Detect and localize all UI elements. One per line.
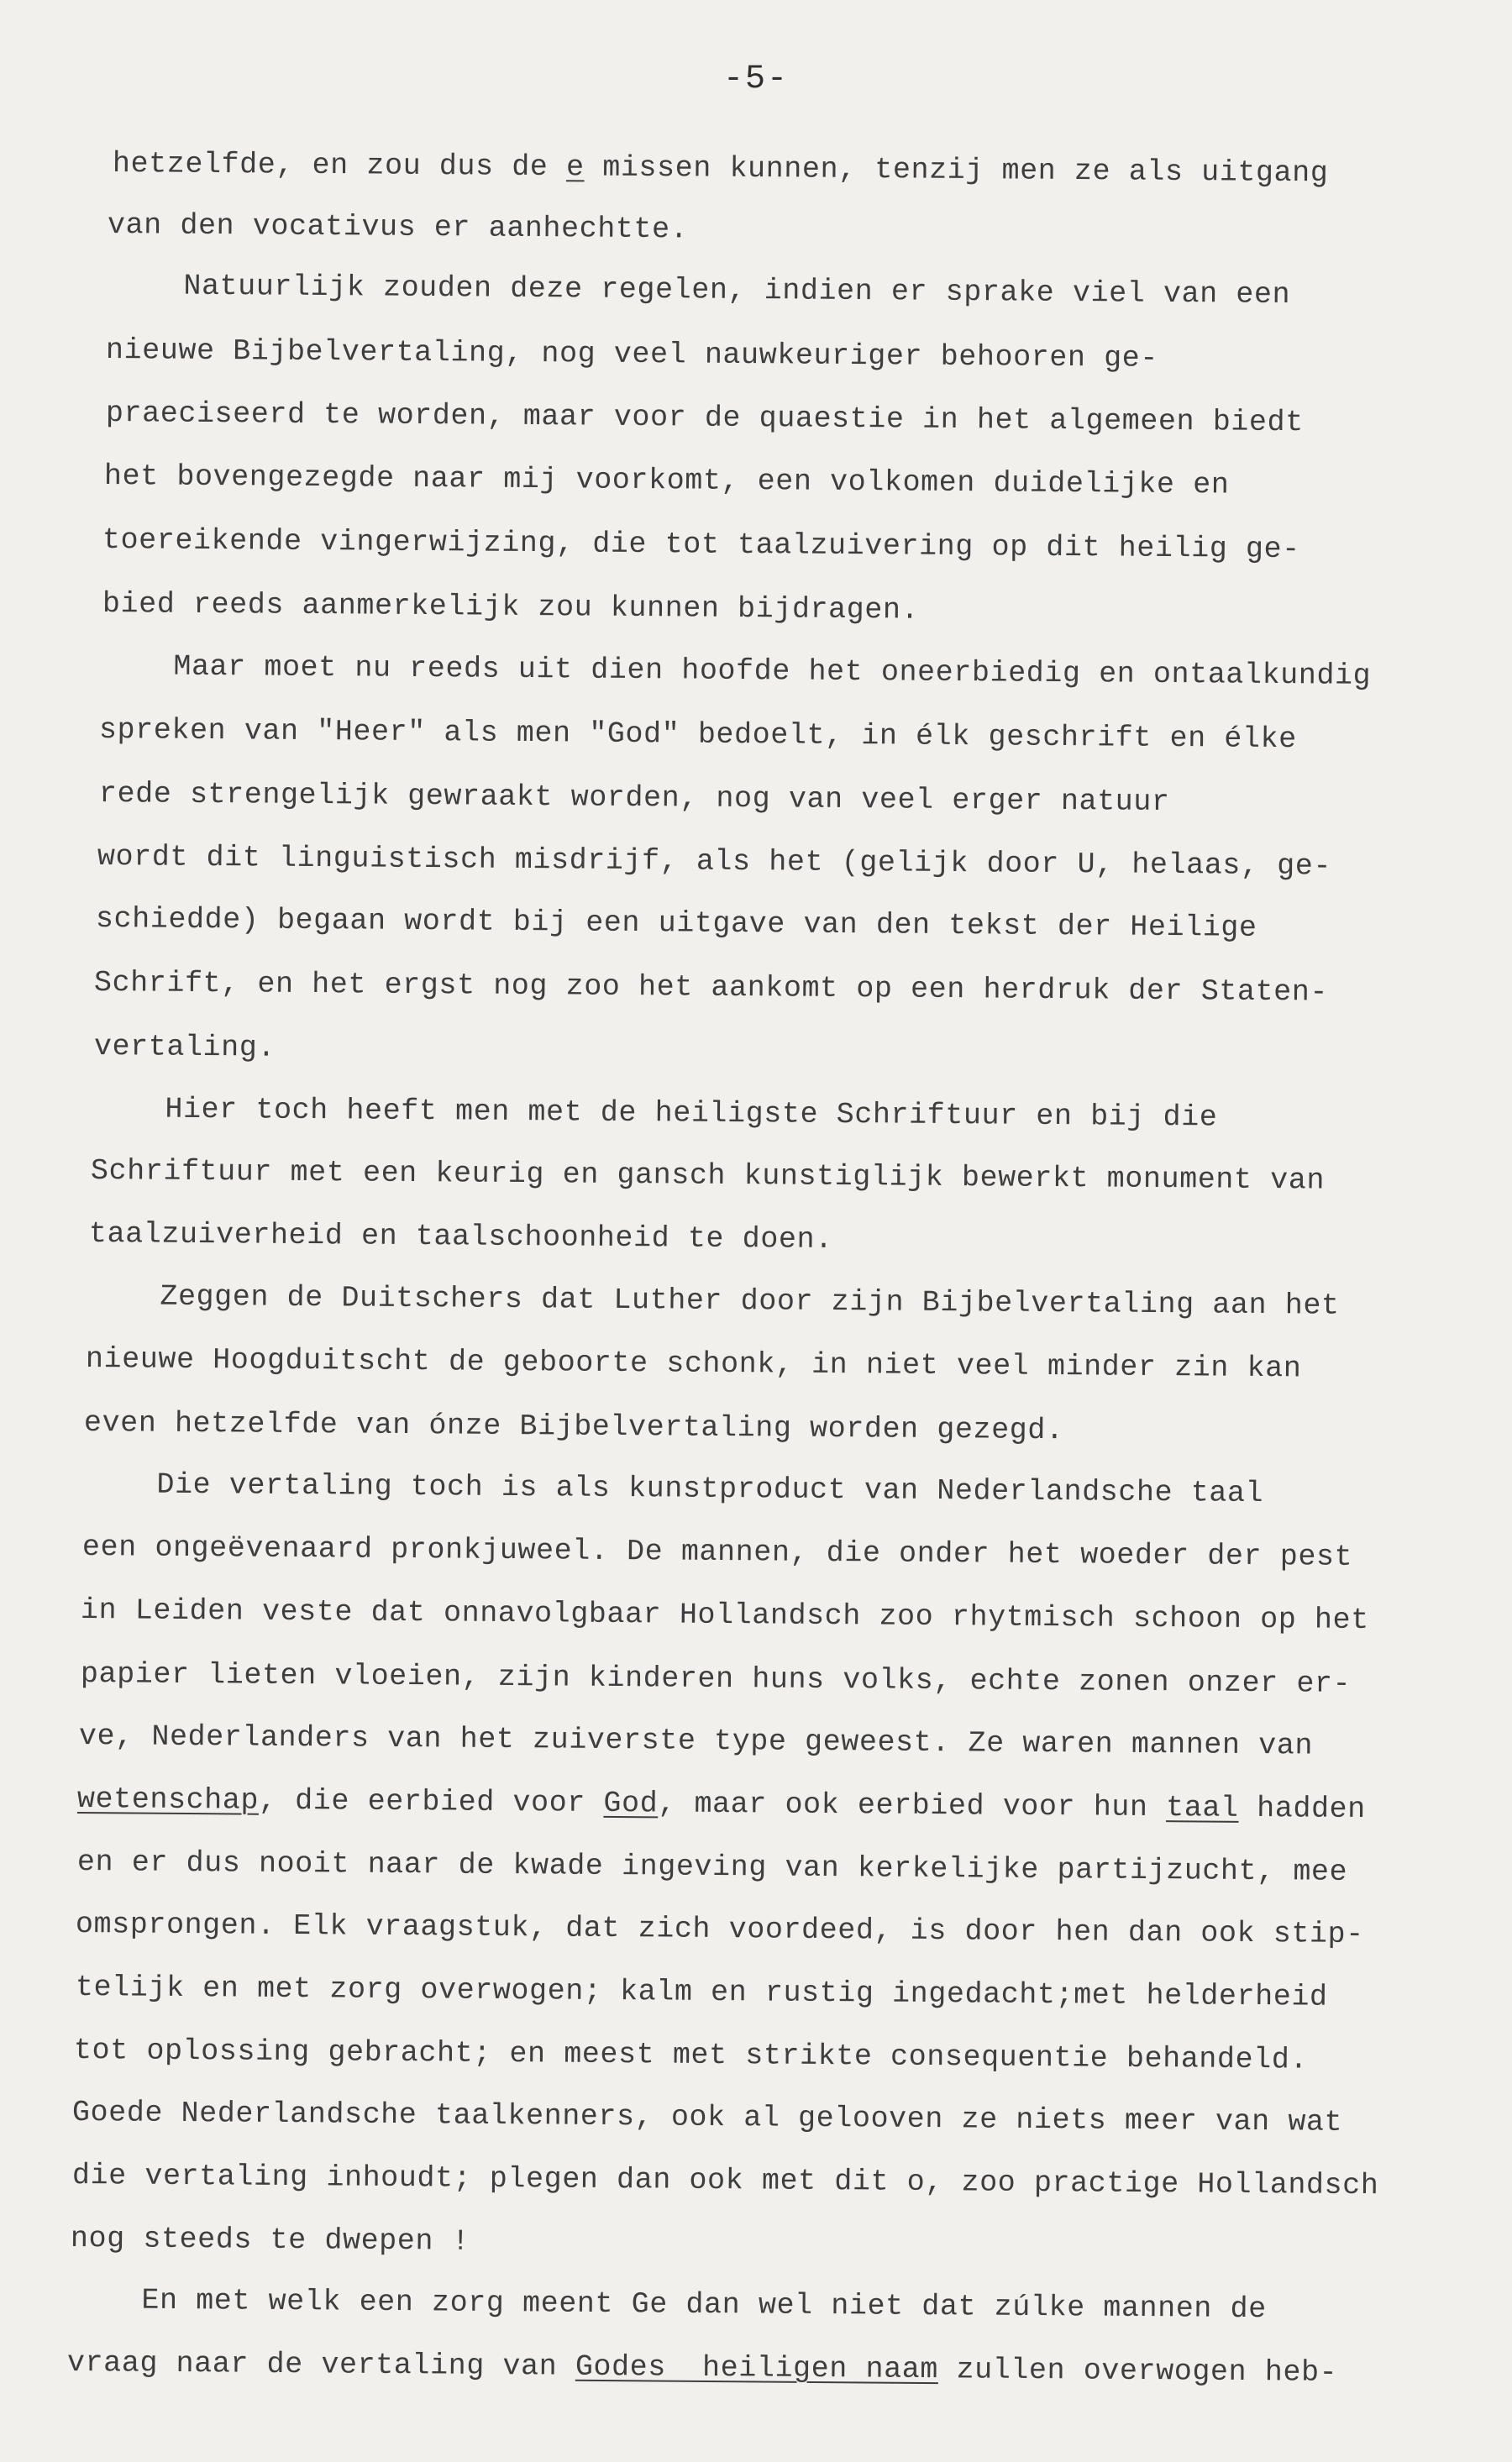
text-segment: zullen overwogen heb- [937, 2353, 1338, 2390]
text-segment: schiedde) begaan wordt bij een uitgave van den tekst der Heilige [95, 902, 1257, 946]
underlined-word: God [603, 1786, 659, 1821]
text-line [97, 826, 1493, 900]
text-segment: wordt dit linguistisch misdrijf, als het (gelijk door U, helaas, ge- [97, 839, 1332, 884]
text-segment: omsprongen. Elk vraagstuk, dat zich voordeed, is door hen dan ook stip- [75, 1908, 1364, 1952]
text-line [67, 2332, 1462, 2406]
text-line [106, 319, 1501, 393]
text-segment: En met welk een zorg meent Ge dan wel niet dat zúlke mannen de [68, 2283, 1267, 2327]
text-line [99, 763, 1494, 837]
text-line [72, 2144, 1467, 2218]
text-line [86, 1328, 1481, 1402]
text-line [101, 635, 1496, 709]
underlined-word: Godes heiligen naam [575, 2349, 939, 2387]
text-segment: in Leiden veste dat onnavolgbaar Hollandsch zoo rhytmisch schoon op het [80, 1593, 1369, 1637]
text-segment: Die vertaling toch is als kunstproduct van Nederlandsche taal [83, 1467, 1264, 1511]
text-line [87, 1265, 1483, 1339]
text-segment: nieuwe Hoogduitscht de geboorte schonk, in niet veel minder zin kan [85, 1342, 1302, 1386]
text-segment: en er dus nooit naar de kwade ingeving van kerkelijke partijzucht, mee [76, 1845, 1348, 1889]
text-segment: tot oplossing gebracht; en meest met strikte consequentie behandeld. [73, 2033, 1309, 2077]
text-segment: een ongeëvenaard pronkjuweel. De mannen, die onder het woeder der pest [81, 1530, 1353, 1575]
text-line [94, 1016, 1489, 1089]
text-segment: Hier toch heeft men met de heiligste Schriftuur en bij die [92, 1092, 1218, 1135]
text-line [99, 699, 1494, 773]
text-segment: Schrift, en het ergst nog zoo het aankomt op een herdruk der Staten- [93, 965, 1329, 1010]
text-segment: van den vocativus er aanhechtte. [107, 207, 689, 247]
body-text [66, 134, 1507, 2393]
text-line [81, 1643, 1476, 1717]
text-segment: bied reeds aanmerkelijk zou kunnen bijdragen. [102, 586, 920, 627]
text-segment: Schriftuur met een keurig en gansch kunstiglijk bewerkt monument van [90, 1154, 1326, 1198]
text-line [79, 1705, 1474, 1779]
text-line [96, 888, 1491, 962]
text-segment: Goede Nederlandsche taalkenners, ook al gelooven ze niets meer van wat [71, 2096, 1343, 2140]
text-segment: praeciseerd te worden, maar voor de quaestie in het algemeen biedt [105, 396, 1304, 439]
text-line [106, 382, 1501, 456]
text-segment: ve, Nederlanders van het zuiverste type geweest. Ze waren mannen van [78, 1719, 1314, 1763]
text-line [111, 255, 1506, 328]
text-segment: Maar moet nu reeds uit dien hoofde het oneerbiedig en ontaalkundig [100, 648, 1372, 693]
text-segment: , maar ook eerbied voor hun [658, 1787, 1167, 1825]
text-segment: nog steeds te dwepen ! [70, 2221, 470, 2259]
text-line [82, 1516, 1478, 1590]
text-line [76, 1893, 1471, 1967]
text-segment: missen kunnen, tenzij men ze als uitgang [584, 150, 1329, 191]
text-segment: Natuurlijk zouden deze regelen, indien er sprake viel van een [110, 269, 1291, 312]
text-line [102, 509, 1498, 583]
text-segment: hadden [1238, 1791, 1367, 1826]
text-line [81, 1579, 1476, 1653]
text-segment: het bovengezegde naar mij voorkomt, een volkomen duidelijke en [103, 459, 1230, 502]
text-line [77, 1768, 1473, 1842]
text-line [76, 1956, 1471, 2030]
text-line [104, 445, 1499, 519]
text-segment: vertaling. [93, 1029, 276, 1065]
text-segment: hetzelfde, en zou dus de [112, 147, 567, 185]
text-segment: telijk en met zorg overwogen; kalm en rustig ingedacht;met helderheid [75, 1970, 1328, 2014]
text-line [72, 2081, 1467, 2155]
text-line [92, 1078, 1488, 1152]
text-segment: even hetzelfde van ónze Bijbelvertaling worden gezegd. [83, 1405, 1064, 1447]
text-segment: spreken van "Heer" als men "God" bedoelt, in élk geschrift en élke [98, 713, 1297, 757]
underlined-word: e [565, 150, 585, 185]
text-line [102, 573, 1498, 647]
page-number: -5- [722, 60, 789, 98]
text-line [77, 1831, 1473, 1905]
text-segment: rede strengelijk gewraakt worden, nog van veel erger natuur [98, 776, 1170, 819]
underlined-word: wetenschap [76, 1782, 260, 1818]
text-segment: papier lieten vloeien, zijn kinderen huns volks, echte zonen onzer er- [80, 1656, 1352, 1701]
text-line [84, 1453, 1479, 1527]
text-segment: vraag naar de vertaling van [66, 2346, 576, 2384]
text-line [89, 1203, 1484, 1277]
text-line [69, 2269, 1464, 2343]
text-line [94, 952, 1489, 1026]
text-segment: , die eerbied voor [258, 1783, 604, 1820]
text-segment: die vertaling inhoudt; plegen dan ook met dit o, zoo practige Hollandsch [71, 2159, 1379, 2203]
text-segment: Zeggen de Duitschers dat Luther door zijn Bijbelvertaling aan het [87, 1279, 1340, 1324]
text-line [74, 2019, 1469, 2093]
underlined-word: taal [1166, 1791, 1239, 1825]
text-segment: toereikende vingerwijzing, die tot taalzuivering op dit heilig ge- [102, 523, 1300, 567]
text-segment: taalzuiverheid en taalschoonheid te doen. [88, 1216, 833, 1257]
text-line [91, 1140, 1486, 1214]
text-segment: nieuwe Bijbelvertaling, nog veel nauwkeuriger behooren ge- [105, 333, 1159, 375]
